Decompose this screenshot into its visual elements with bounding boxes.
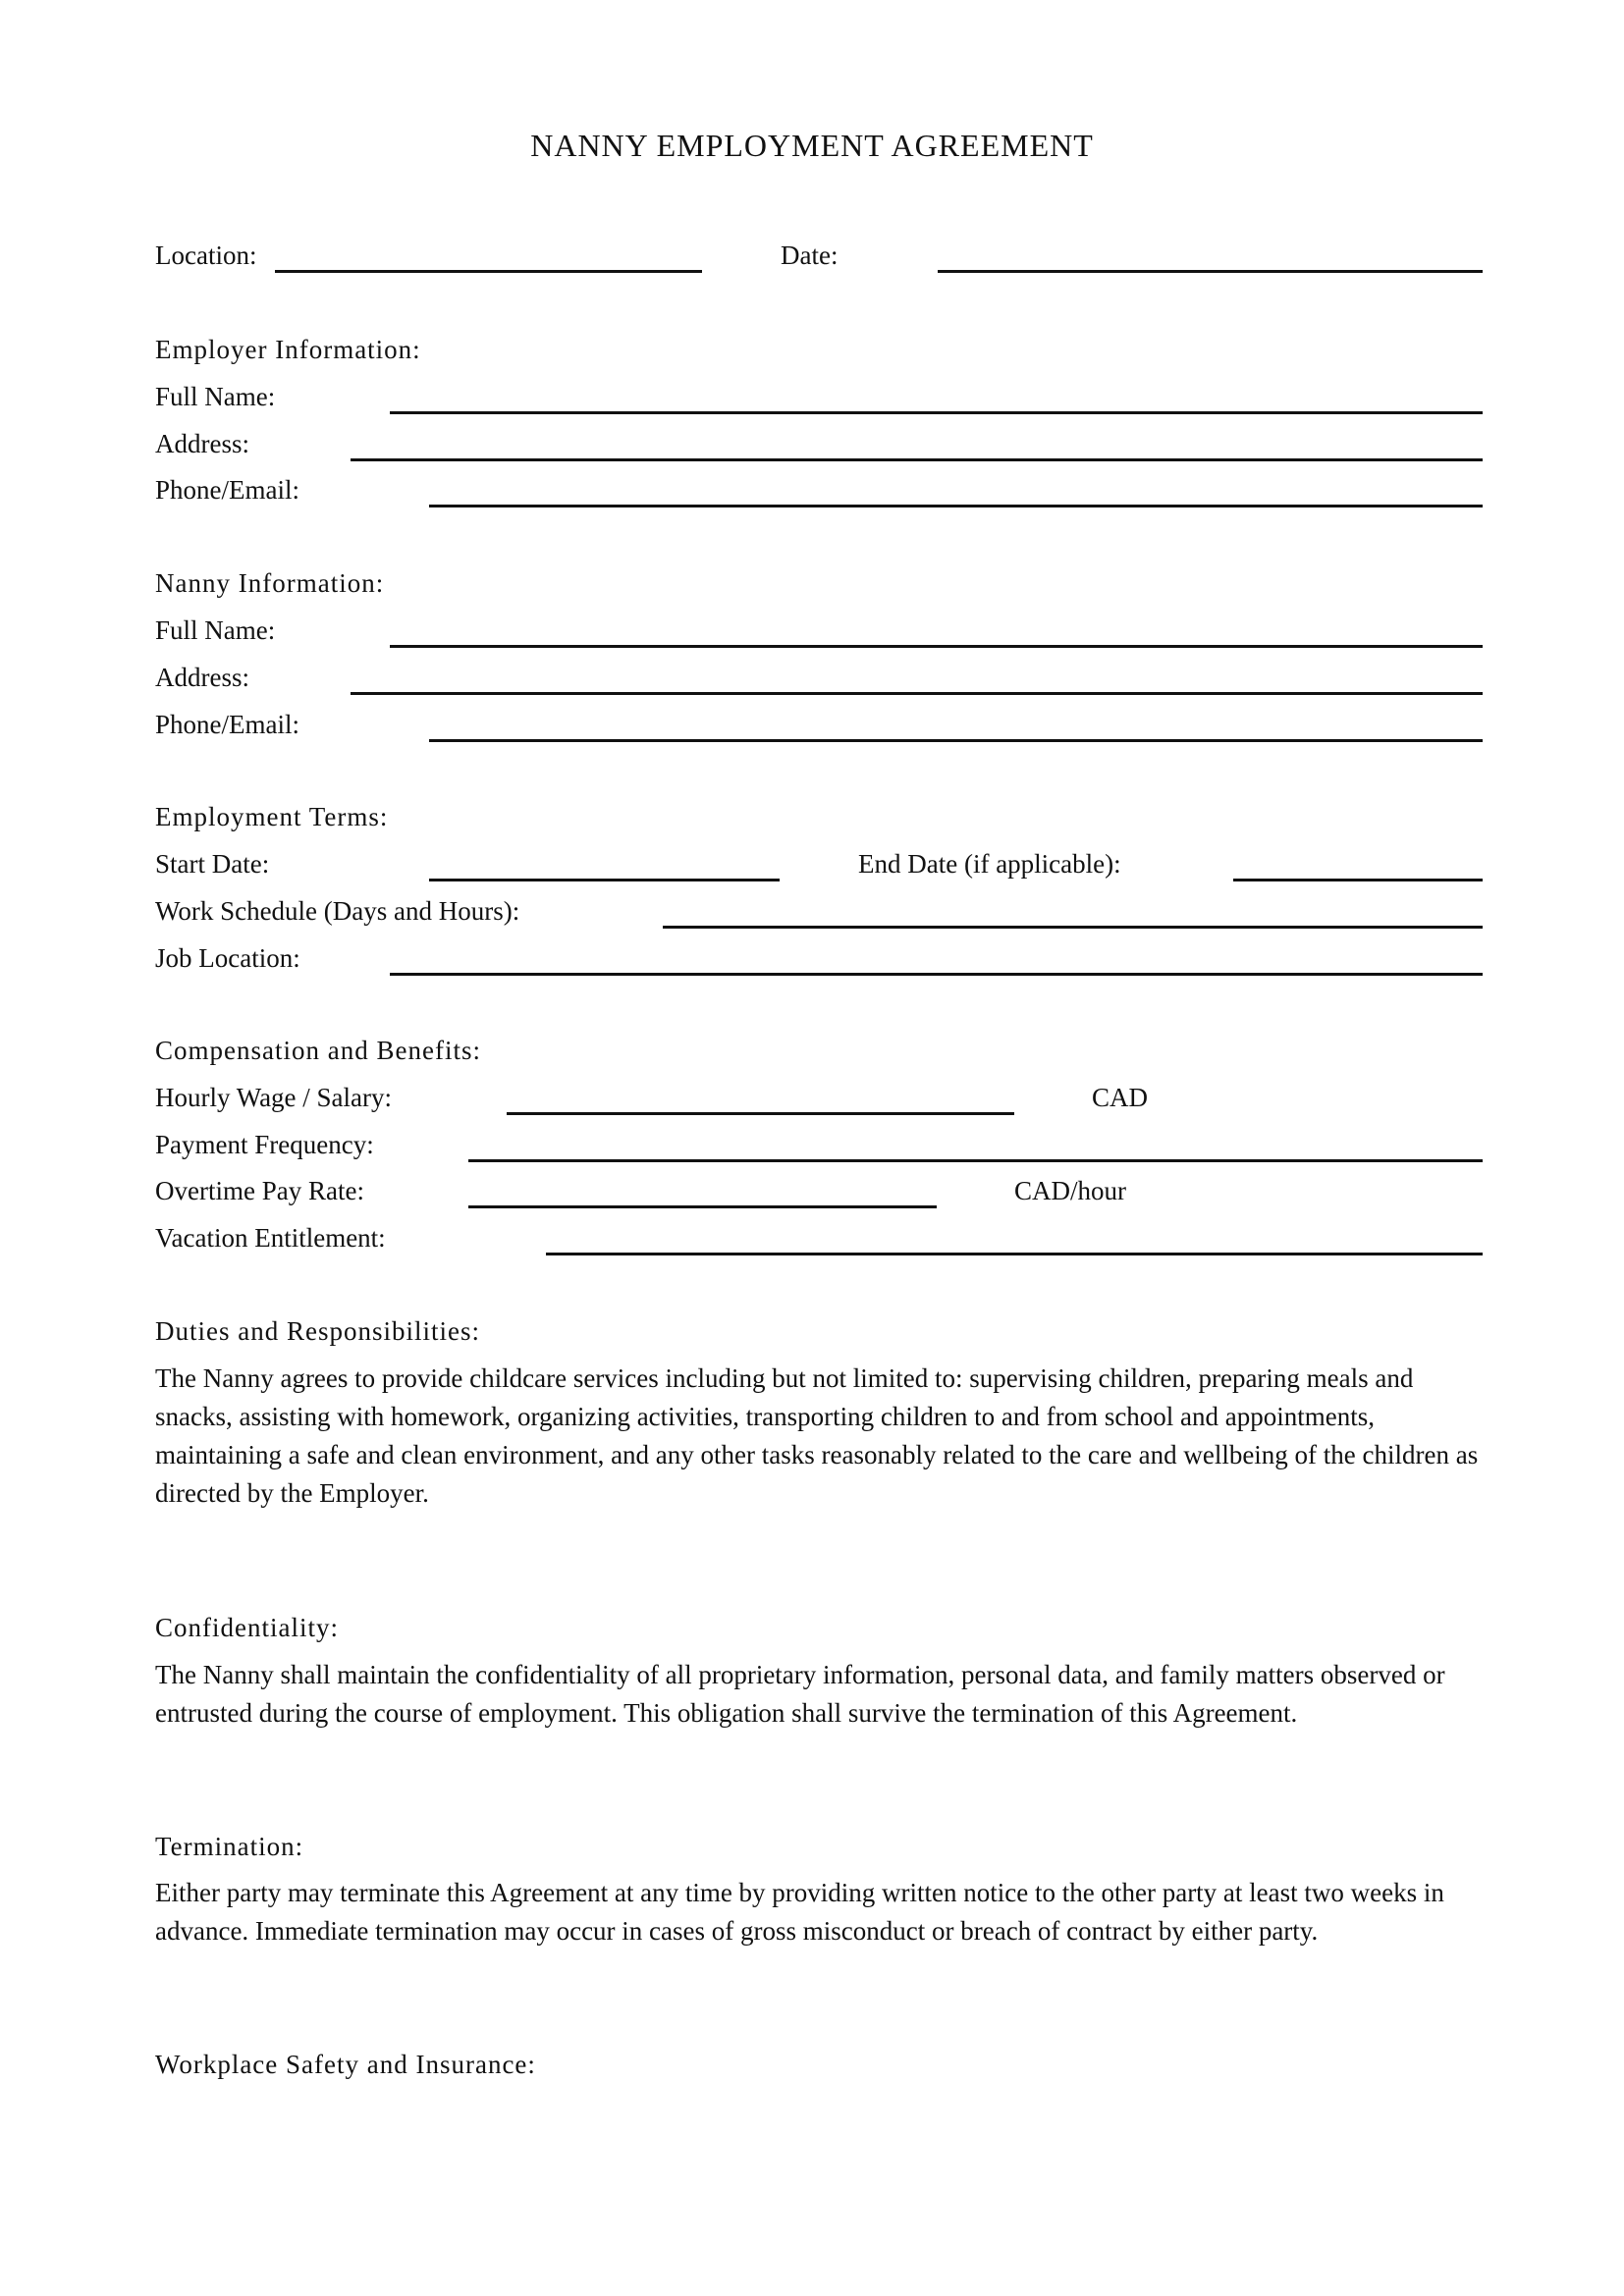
nanny-full-name-field[interactable] xyxy=(390,645,1483,648)
employer-heading: Employer Information: xyxy=(155,335,421,364)
nanny-full-name-label: Full Name: xyxy=(155,615,276,645)
nanny-phone-email-label: Phone/Email: xyxy=(155,710,299,739)
end-date-field[interactable] xyxy=(1233,879,1483,881)
payment-frequency-field[interactable] xyxy=(468,1159,1483,1162)
employer-full-name-label: Full Name: xyxy=(155,382,276,411)
employer-address-field[interactable] xyxy=(351,458,1483,461)
employer-phone-email-field[interactable] xyxy=(429,505,1483,507)
payment-frequency-label: Payment Frequency: xyxy=(155,1130,374,1159)
vacation-field[interactable] xyxy=(546,1253,1483,1255)
termination-heading: Termination: xyxy=(155,1832,304,1861)
nanny-heading: Nanny Information: xyxy=(155,568,385,598)
date-field[interactable] xyxy=(938,270,1483,273)
duties-text: The Nanny agrees to provide childcare services including but not limited to: supervising children, preparing meals and snacks, assisting with homework, organizing activities, transporting children to and from school and appointments, maintaining a safe and clean environment, and any other tasks reasonably related to the care and wellbeing of the children as directed by the Employer. xyxy=(155,1363,1479,1508)
duties-heading: Duties and Responsibilities: xyxy=(155,1316,480,1346)
overtime-unit: CAD/hour xyxy=(1014,1176,1126,1205)
start-date-field[interactable] xyxy=(429,879,780,881)
nanny-phone-email-field[interactable] xyxy=(429,739,1483,742)
safety-heading: Workplace Safety and Insurance: xyxy=(155,2050,536,2079)
location-label: Location: xyxy=(155,240,257,270)
overtime-label: Overtime Pay Rate: xyxy=(155,1176,364,1205)
wage-label: Hourly Wage / Salary: xyxy=(155,1083,393,1112)
schedule-label: Work Schedule (Days and Hours): xyxy=(155,896,520,926)
nanny-address-field[interactable] xyxy=(351,692,1483,695)
end-date-label: End Date (if applicable): xyxy=(858,849,1121,879)
employer-full-name-field[interactable] xyxy=(390,411,1483,414)
confidentiality-text: The Nanny shall maintain the confidentiality of all proprietary information, personal data, and family matters observed or entrusted during the course of employment. This obligation shall survive the termination of this Agreement. xyxy=(155,1660,1445,1728)
job-location-field[interactable] xyxy=(390,973,1483,976)
nanny-address-label: Address: xyxy=(155,663,249,692)
overtime-field[interactable] xyxy=(468,1205,937,1208)
termination-text: Either party may terminate this Agreement at any time by providing written notice to the other party at least two weeks in advance. Immediate termination may occur in cases of gross misconduct or breach of contract by either party. xyxy=(155,1878,1444,1946)
location-field[interactable] xyxy=(275,270,702,273)
employer-phone-email-label: Phone/Email: xyxy=(155,475,299,505)
employer-address-label: Address: xyxy=(155,429,249,458)
terms-heading: Employment Terms: xyxy=(155,802,389,831)
date-label: Date: xyxy=(781,240,839,270)
vacation-label: Vacation Entitlement: xyxy=(155,1223,386,1253)
start-date-label: Start Date: xyxy=(155,849,270,879)
document-title: NANNY EMPLOYMENT AGREEMENT xyxy=(530,128,1094,163)
wage-field[interactable] xyxy=(507,1112,1014,1115)
compensation-heading: Compensation and Benefits: xyxy=(155,1036,481,1065)
job-location-label: Job Location: xyxy=(155,943,300,973)
schedule-field[interactable] xyxy=(663,926,1483,929)
wage-unit: CAD xyxy=(1092,1083,1149,1112)
confidentiality-heading: Confidentiality: xyxy=(155,1613,339,1642)
